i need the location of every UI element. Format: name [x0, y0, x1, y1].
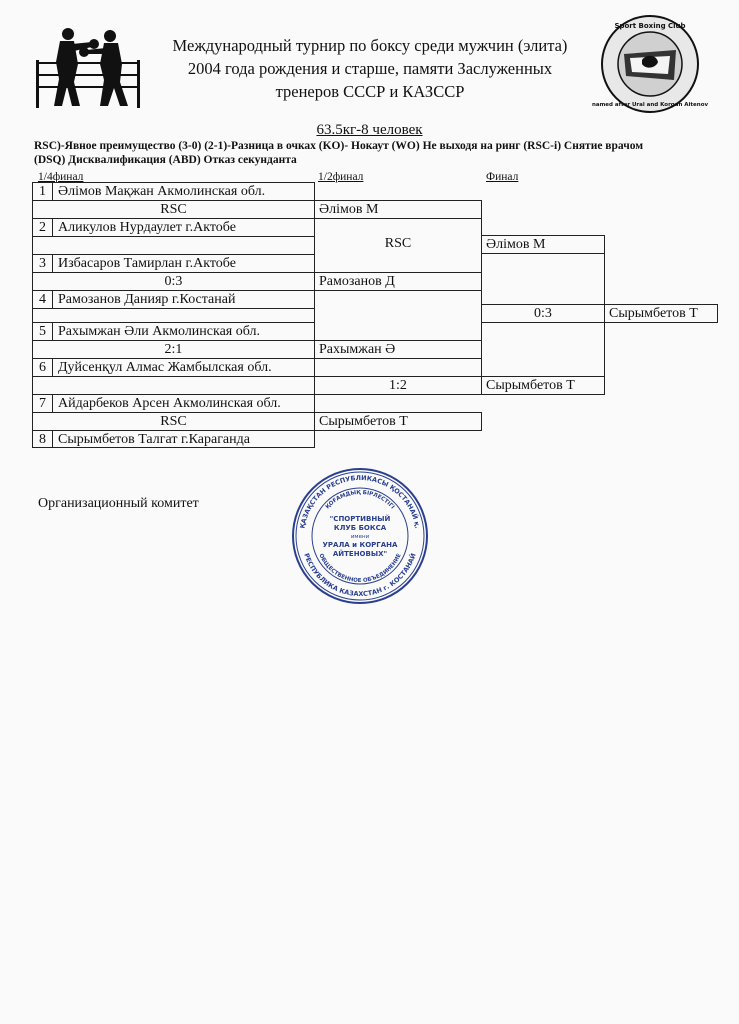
final-bracket-line	[481, 322, 605, 377]
stamp-line-3: имени	[350, 534, 370, 540]
club-stamp	[290, 466, 430, 606]
fighter-row	[32, 430, 315, 448]
fighter-row	[32, 394, 315, 413]
fighter-num: 3	[33, 255, 53, 272]
semi-result: 1:2	[314, 376, 482, 395]
quarter-result: RSC	[32, 412, 315, 431]
results-legend	[34, 139, 714, 167]
fighter-row	[32, 254, 315, 273]
stamp-line-5: АЙТЕНОВЫХ"	[332, 550, 388, 558]
semi-result: RSC	[314, 218, 482, 273]
fighter-name: Сырымбетов Талгат г.Караганда	[58, 432, 250, 447]
fighter-num: 1	[33, 183, 53, 200]
fighter-name: Дуйсенқул Алмас Жамбылская обл.	[58, 360, 272, 375]
stamp-outer-top: ҚАЗАҚСТАН РЕСПУБЛИКАСЫ ҚОСТАНАЙ қ.	[298, 473, 422, 530]
quarter-result: 0:3	[32, 272, 315, 291]
title-line-2: 2004 года рождения и старше, памяти Заслуженных	[187, 59, 553, 78]
fighter-num: 2	[33, 219, 53, 236]
fighter-num: 5	[33, 323, 53, 340]
stamp-line-1: "СПОРТИВНЫЙ	[329, 515, 391, 523]
organizer-label: Организационный комитет	[38, 496, 199, 511]
round-header-final: Финал	[486, 171, 519, 183]
fighter-name: Айдарбеков Арсен Акмолинская обл.	[58, 396, 281, 411]
stamp-line-2: КЛУБ БОКСА	[333, 524, 387, 532]
semi-winner: Рахымжан Ә	[314, 340, 482, 359]
logo-text-bottom: named after Ural and Korgan Aitenov	[591, 102, 709, 108]
final-winner: Әлімов М	[481, 235, 605, 254]
fighter-name: Рамозанов Данияр г.Костанай	[58, 292, 236, 307]
club-logo	[591, 14, 709, 114]
page-title	[150, 34, 590, 103]
fighter-row	[32, 182, 315, 201]
bracket-spacer	[32, 236, 315, 255]
final-bracket-line	[481, 253, 605, 305]
fighter-row	[32, 322, 315, 341]
fighter-name: Рахымжан Әли Акмолинская обл.	[58, 324, 261, 339]
fighter-name: Әлімов Мақжан Акмолинская обл.	[58, 184, 266, 199]
bracket-spacer	[32, 376, 315, 395]
final-winner: Сырымбетов Т	[481, 376, 605, 395]
final-result: 0:3	[481, 304, 605, 323]
fighter-num: 7	[33, 395, 53, 412]
fighter-row	[32, 290, 315, 309]
champion: Сырымбетов Т	[604, 304, 718, 323]
stamp-inner-top: ҚОҒАМДЫҚ БІРЛЕСТІГІ	[324, 489, 396, 511]
legend-line-2: (DSQ) Дисквалификация (ABD) Отказ секунданта	[34, 154, 297, 166]
quarter-result: RSC	[32, 200, 315, 219]
title-line-1: Международный турнир по боксу среди мужчин (элита)	[172, 36, 568, 55]
round-header-semi: 1/2финал	[318, 171, 364, 183]
fighter-row	[32, 218, 315, 237]
title-line-3: тренеров СССР и КАЗССР	[275, 82, 465, 101]
svg-text:ҚОҒАМДЫҚ БІРЛЕСТІГІ	[325, 490, 395, 510]
fighter-name: Аликулов Нурдаулет г.Актобе	[58, 220, 236, 235]
weight-category: 63.5кг-8 человек	[316, 122, 423, 138]
fighter-row	[32, 358, 315, 377]
semi-winner: Әлімов М	[314, 200, 482, 219]
stamp-line-4: УРАЛА и КОРГАНА	[322, 541, 398, 549]
quarter-result: 2:1	[32, 340, 315, 359]
logo-text-top: Sport Boxing Club	[614, 22, 686, 30]
semi-winner: Рамозанов Д	[314, 272, 482, 291]
round-header-quarter: 1/4финал	[38, 171, 84, 183]
fighter-num: 6	[33, 359, 53, 376]
legend-line-1: RSC)-Явное преимущество (3-0) (2-1)-Разница в очках (KO)- Нокаут (WO) Не выходя на ринг (RSC-i) Снятие врачом	[34, 140, 644, 152]
fighter-num: 8	[33, 431, 53, 447]
fighter-name: Избасаров Тамирлан г.Актобе	[58, 256, 236, 271]
boxers-logo	[34, 24, 144, 110]
fighter-num: 4	[33, 291, 53, 308]
stamp-inner-bottom: ОБЩЕСТВЕННОЕ ОБЪЕДИНЕНИЕ	[317, 552, 403, 585]
bracket-spacer	[32, 308, 315, 323]
stamp-outer-bottom: РЕСПУБЛИКА КАЗАХСТАН г. КОСТАНАЙ	[302, 552, 418, 599]
semi-winner: Сырымбетов Т	[314, 412, 482, 431]
